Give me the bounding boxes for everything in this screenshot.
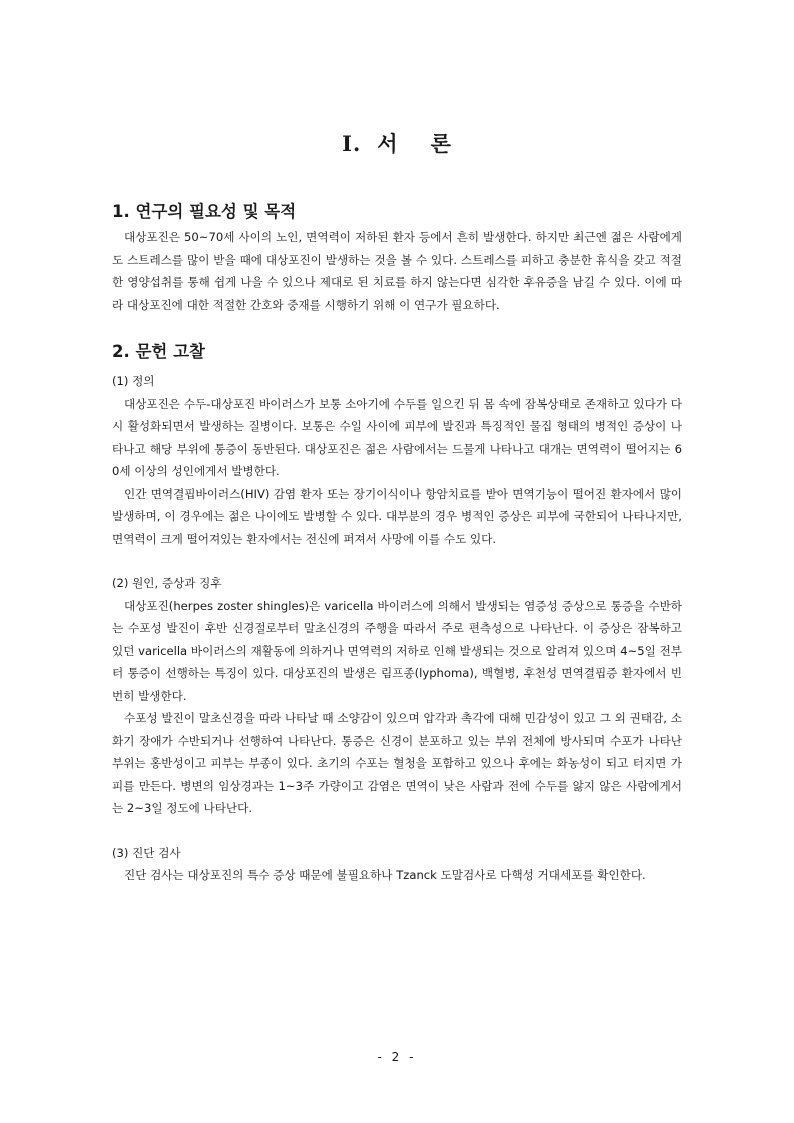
chapter-word-2: 론: [430, 131, 452, 156]
chapter-word-1: 서: [377, 131, 399, 156]
cause-paragraph-2: 수포성 발진이 말초신경을 따라 나타날 때 소양감이 있으며 압각과 촉각에 대해 민감성이 있고 그 외 권태감, 소화기 장애가 수반되거나 선행하여 나타난다. 통증은 신경이 분포하고 있는 부위 전체에 방사되며 수포가 나타난 부위는 홍반성이고 피부는 부종이 있다. 초기의 수포는 혈청을 포함하고 있으나 후에는 화농성이 되고 터지면 가피를 만든다. 병변의 임상경과는 1~3주 가량이고 감염은 면역이 낮은 사람과 전에 수두를 앓지 않은 사람에게서는 2~3일 정도에 나타난다.: [112, 711, 682, 815]
subsection-definition-heading: (1) 정의: [112, 374, 155, 388]
section-1-paragraph: 대상포진은 50~70세 사이의 노인, 면역력이 저하된 환자 등에서 흔히 발생한다. 하지만 최근엔 젊은 사람에게도 스트레스를 많이 받을 때에 대상포진이 발생하는 것을 볼 수 있다. 스트레스를 피하고 충분한 휴식을 갖고 적절한 영양섭취를 통해 쉽게 나을 수 있으나 제대로 된 치료를 하지 않는다면 심각한 후유증을 남길 수 있다. 이에 따라 대상포진에 대한 적절한 간호와 중재를 시행하기 위해 이 연구가 필요하다.: [112, 230, 682, 312]
chapter-title: [0, 128, 794, 158]
page-number: - 2 -: [377, 1050, 417, 1064]
definition-paragraph-1: 대상포진은 수두-대상포진 바이러스가 보통 소아기에 수두를 일으킨 뒤 몸 속에 잠복상태로 존재하고 있다가 다시 활성화되면서 발생하는 질병이다. 보통은 수일 사이에 피부에 발진과 특징적인 물집 형태의 병적인 증상이 나타나고 해당 부위에 통증이 동반된다. 대상포진은 젊은 사람에서는 드물게 나타나고 대개는 면역력이 떨어지는 60세 이상의 성인에게서 발병한다.: [112, 396, 682, 478]
cause-paragraph-1: 대상포진(herpes zoster shingles)은 varicella 바이러스에 의해서 발생되는 염증성 증상으로 통증을 수반하는 수포성 발진이 후반 신경절로부터 말초신경의 주행을 따라서 주로 편측성으로 나타난다. 이 증상은 잠복하고 있던 varicella 바이러스의 재활동에 의하거나 면역력의 저하로 인해 발생되는 것으로 알려져 있으며 4~5일 전부터 통증이 선행하는 특징이 있다. 대상포진의 발생은 림프종(lyphoma), 백혈병, 후천성 면역결핍증 환자에서 빈번히 발생한다.: [112, 598, 682, 703]
body-content: [112, 198, 682, 887]
chapter-number: I.: [342, 131, 362, 156]
section-2-heading: 2. 문헌 고찰: [112, 342, 205, 361]
subsection-cause-heading: (2) 원인, 증상과 징후: [112, 576, 222, 590]
section-1-heading: 1. 연구의 필요성 및 목적: [112, 202, 297, 221]
definition-paragraph-2: 인간 면역결핍바이러스(HIV) 감염 환자 또는 장기이식이나 항암치료를 받아 면역기능이 떨어진 환자에서 많이 발생하며, 이 경우에는 젊은 나이에도 발병할 수 있다. 대부분의 경우 병적인 증상은 피부에 국한되어 나타나지만, 면역력이 크게 떨어져있는 환자에서는 전신에 퍼져서 사망에 이를 수도 있다.: [112, 486, 682, 546]
subsection-diagnosis-heading: (3) 진단 검사: [112, 845, 181, 860]
diagnosis-paragraph: 진단 검사는 대상포진의 특수 증상 때문에 불필요하나 Tzanck 도말검사로 다핵성 거대세포를 확인한다.: [124, 868, 646, 882]
